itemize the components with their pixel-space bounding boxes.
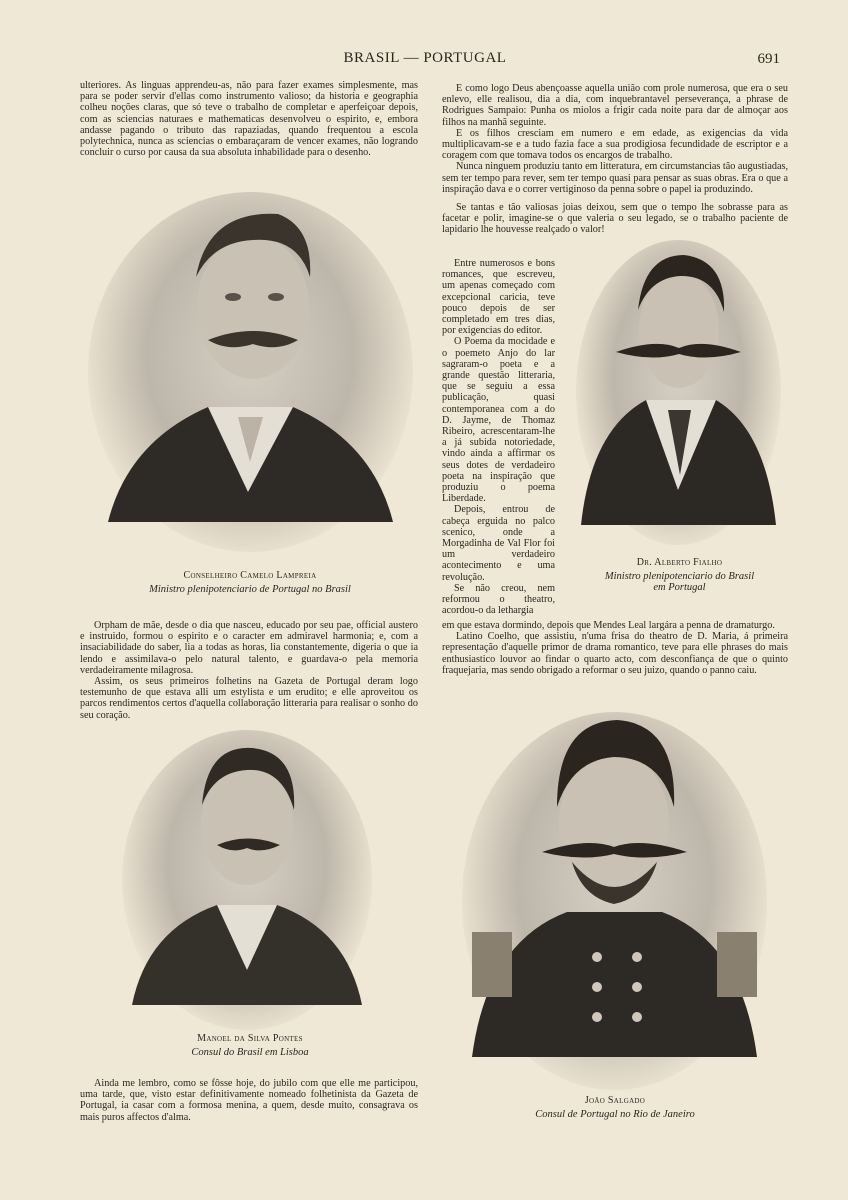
left-bottom-text bbox=[80, 1078, 418, 1123]
portrait-name: João Salgado bbox=[584, 1095, 646, 1106]
paragraph: ulteriores. As linguas apprendeu-as, não para fazer exames simplesmente, mas para se poder servir d'ellas como instrumento valioso; da historia e geographia colheu noções claras, que só teve o trabalho de completar e aperfeiçoar depois, com as sciencias naturaes e mathematicas desenvolveu o espirito, e, embora andasse pagando o tributo das rapaziadas, quando frequentou a escola polytechnica, nunca as sciencias o embaraçaram de vencer exames, não logrando concluir o curso por causa da sua absoluta inhabilidade para o desenho. bbox=[80, 80, 418, 159]
paragraph: Se tantas e tão valiosas joias deixou, sem que o tempo lhe sobrasse para as facetar e polir, imagine-se o que valeria o seu legado, se o trabalho paciente de lapidario lhe houvesse realçado o valor! bbox=[442, 202, 788, 236]
engraved-portrait-figure bbox=[462, 712, 767, 1090]
paragraph: Assim, os seus primeiros folhetins na Gazeta de Portugal deram logo testemunho de que estava alli um estylista e um erudito; e elle aproveitou os parcos rendimentos certos d'aquella collaboração litteraria para realisar o sonho do seu coração. bbox=[80, 676, 418, 721]
paragraph: Orpham de mãe, desde o dia que nasceu, educado por seu pae, official austero e instruido, formou o espirito e o caracter em admiravel harmonia; e, com a insaciabilidade do saber, lia a todas as horas, lia constantemente, digeria o que ia lendo e assimilava-o pelo natural talento, e guardava-o pela memoria verdadeiramente milagrosa. bbox=[80, 620, 418, 676]
caption-camelo-lampreia bbox=[120, 570, 380, 595]
page-number: 691 bbox=[757, 51, 780, 67]
left-top-text bbox=[80, 80, 418, 158]
engraved-portrait-figure bbox=[576, 240, 781, 545]
engraved-portrait-figure bbox=[88, 192, 413, 552]
left-middle-text bbox=[80, 620, 418, 721]
portrait-role-line2: em Portugal bbox=[653, 582, 706, 593]
engraved-portrait-figure bbox=[122, 730, 372, 1030]
paragraph: Depois, entrou de cabeça erguida no palco scenico, onde a Morgadinha de Val Flor foi um verdadeiro acontecimento e uma revolução. bbox=[442, 504, 555, 583]
right-float-text bbox=[442, 258, 555, 617]
right-after-text bbox=[442, 620, 788, 676]
paragraph: E como logo Deus abençoasse aquella união com prole numerosa, que era o seu enlevo, elle realisou, dia a dia, com inquebrantavel perseverança, a phrase de Rodrigues Sampaio: Punha os miolos a frigir cada noite para dar de almoçar aos filhos na manhã seguinte. bbox=[442, 83, 788, 128]
paragraph: Nunca ninguem produziu tanto em litteratura, em circumstancias tão augustiadas, sem ter tempo para rever, sem ter tempo quasi para pensar as suas obras. Era o que a inspiração dava e o correr vertiginoso da penna sobre o papel ia produzindo. bbox=[442, 161, 788, 195]
portrait-name: Dr. Alberto Fialho bbox=[636, 557, 723, 568]
caption-joao-salgado bbox=[490, 1095, 740, 1120]
portrait-manoel-da-silva-pontes bbox=[122, 730, 372, 1030]
paragraph: em que estava dormindo, depois que Mendes Leal largára a penna de dramaturgo. bbox=[442, 620, 775, 631]
paragraph: Se não creou, nem reformou o theatro, acordou-o da lethargia bbox=[442, 582, 555, 617]
right-top-text bbox=[442, 83, 788, 195]
portrait-joao-salgado bbox=[462, 712, 767, 1090]
paragraph: Entre numerosos e bons romances, que escreveu, um apenas começado com excepcional caricia, teve pouco depois de ser completado em tres dias, por exigencias do editor. bbox=[442, 258, 555, 337]
portrait-role: Consul de Portugal no Rio de Janeiro bbox=[535, 1109, 695, 1120]
paragraph: Latino Coelho, que assistiu, n'uma frisa do theatro de D. Maria, á primeira representação d'aquelle primor de drama romantico, teve para elle phrases do mais enthusiastico louvor ao findar o quarto acto, com desconfiança de que o quinto fraquejaria, mas sendo obrigado a reformar o seu juizo, quando o panno caiu. bbox=[442, 631, 788, 676]
paragraph: O Poema da mocidade e o poemeto Anjo do lar sagraram-o poeta e a grande questão litteraria, que se seguiu a essa publicação, quasi contemporanea com a do D. Jayme, de Thomaz Ribeiro, acrescentaram-lhe a já subida notoriedade, vindo ainda a affirmar os seus dotes de verdadeiro poeta na inspiração que produziu o poema Liberdade. bbox=[442, 336, 555, 505]
portrait-role: Consul do Brasil em Lisboa bbox=[191, 1047, 309, 1058]
portrait-name: Conselheiro Camelo Lampreia bbox=[183, 570, 317, 581]
portrait-role: Ministro plenipotenciario de Portugal no Brasil bbox=[149, 584, 351, 595]
portrait-name: Manoel da Silva Pontes bbox=[197, 1033, 303, 1044]
running-head: BRASIL — PORTUGAL bbox=[343, 50, 507, 66]
paragraph: Ainda me lembro, como se fôsse hoje, do jubilo com que elle me participou, uma tarde, que, visto estar definitivamente nomeado folhetinista da Gazeta de Portugal, ia casar com a formosa menina, a quem, desde muito, consagrava os mais puros affectos d'alma. bbox=[80, 1078, 418, 1123]
portrait-camelo-lampreia bbox=[88, 192, 413, 552]
caption-manoel-da-silva-pontes bbox=[120, 1033, 380, 1058]
portrait-role-line1: Ministro plenipotenciario do Brasil bbox=[604, 571, 755, 582]
paragraph: E os filhos cresciam em numero e em edade, as exigencias da vida multiplicavam-se e a tudo fazia face a sua prodigiosa fecundidade de escriptor e a coragem com que tomava todos os encargos de trabalho. bbox=[442, 127, 788, 162]
portrait-alberto-fialho bbox=[576, 240, 781, 545]
caption-alberto-fialho bbox=[572, 557, 787, 593]
right-top-text-2 bbox=[442, 202, 788, 236]
